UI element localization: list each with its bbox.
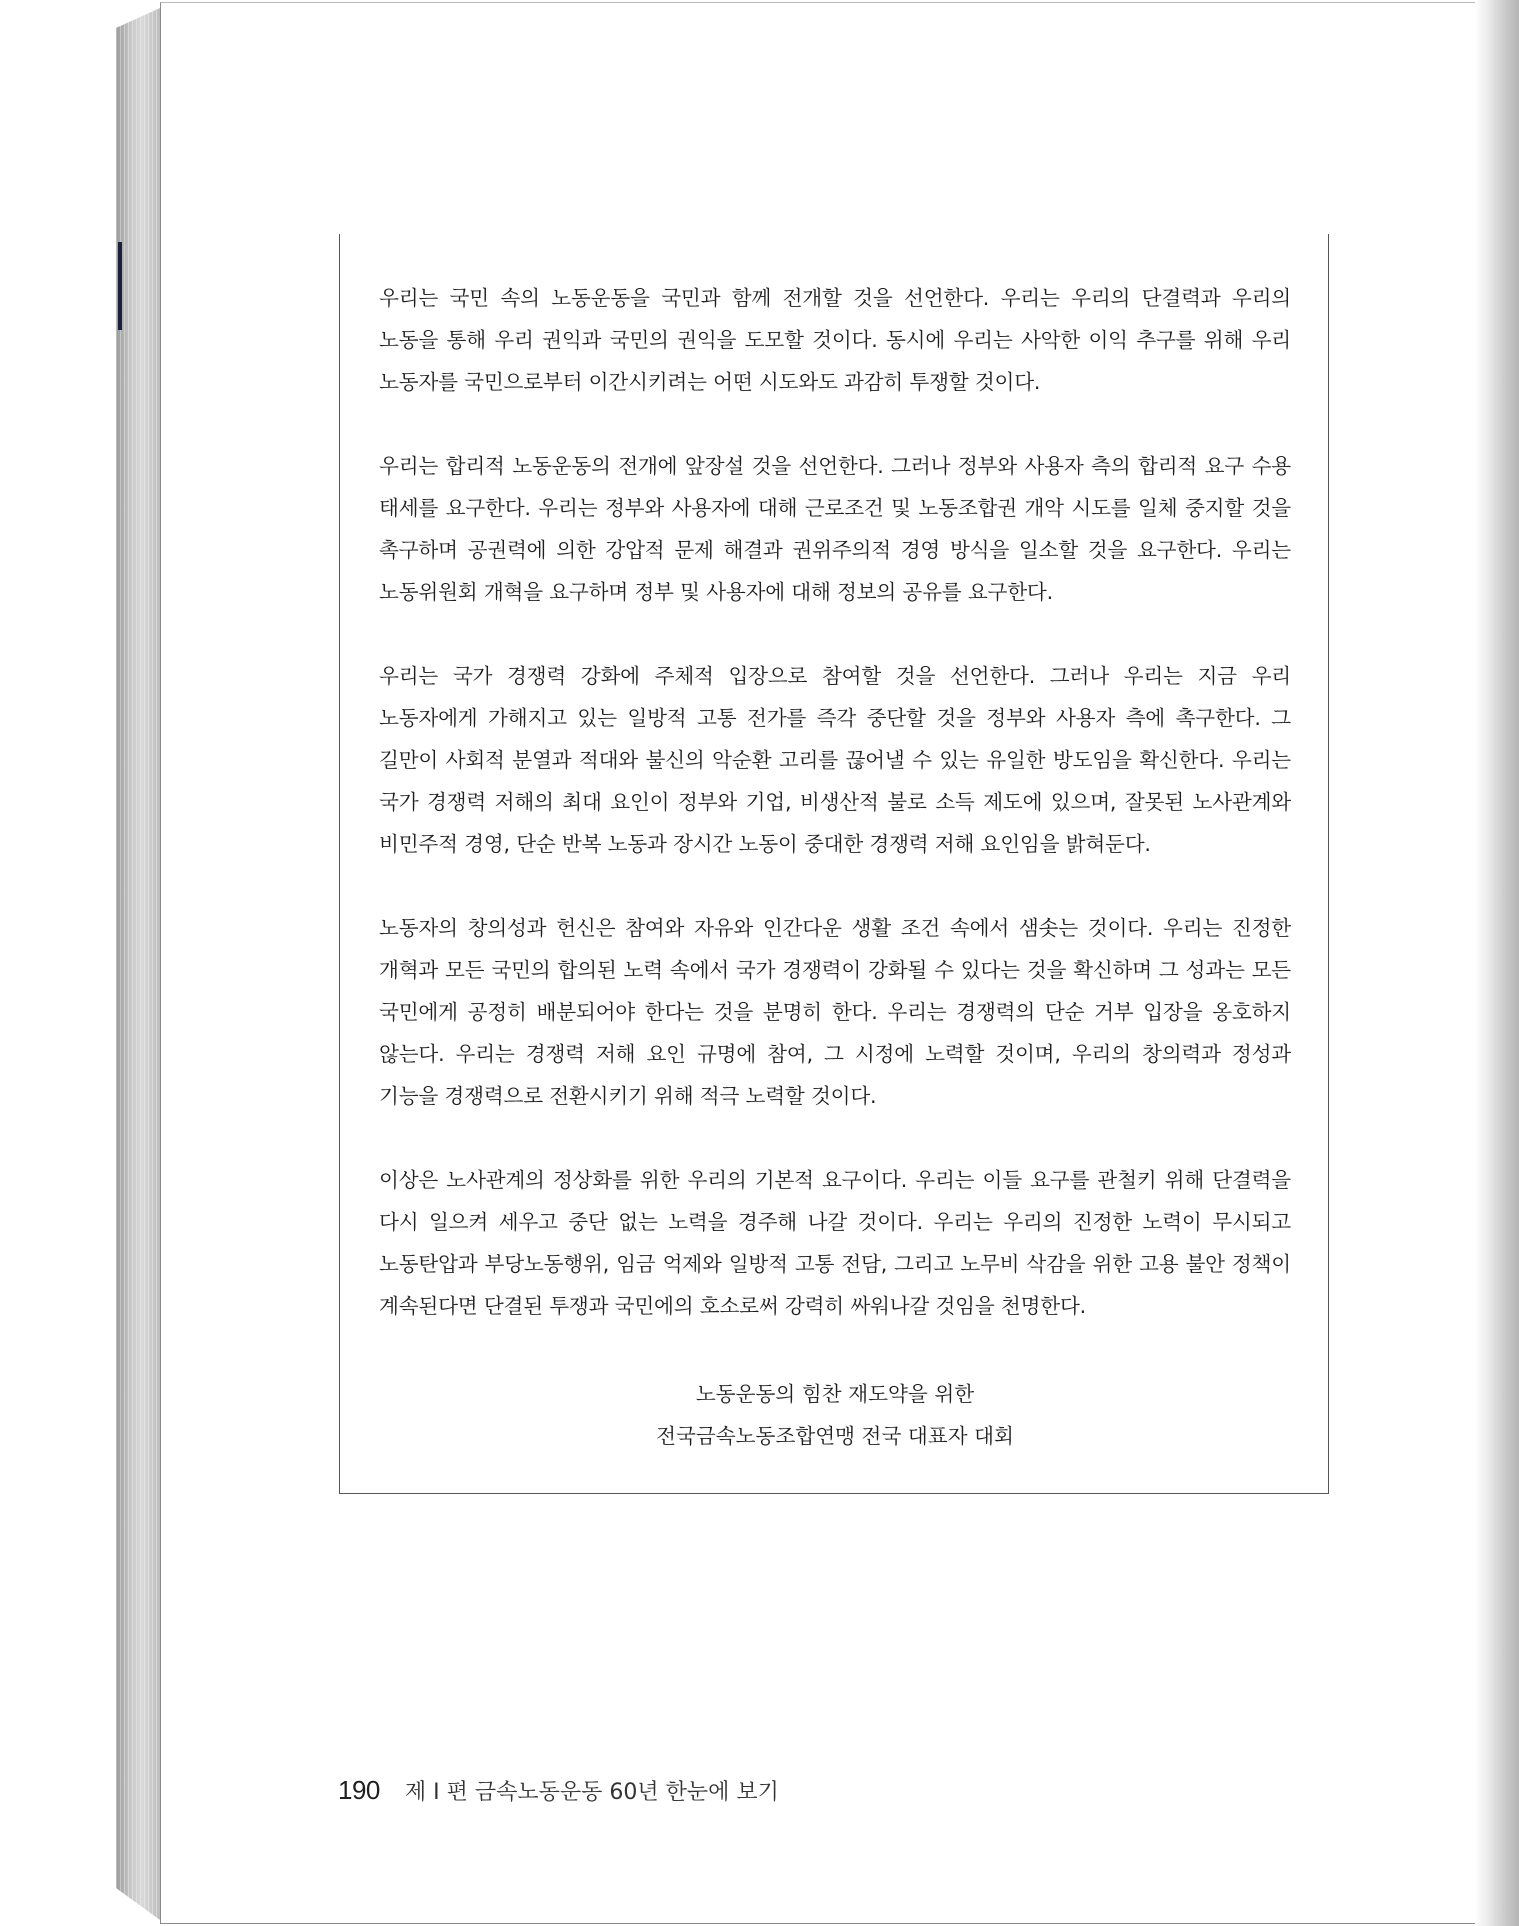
bookmark-ribbon xyxy=(118,242,122,330)
page-curl-shadow xyxy=(1475,0,1519,1926)
signature-line-1: 노동운동의 힘찬 재도약을 위한 xyxy=(695,1382,975,1406)
statement-paragraph-3: 우리는 국가 경쟁력 강화에 주체적 입장으로 참여할 것을 선언한다. 그러나 우리는 지금 우리 노동자에게 가해지고 있는 일방적 고통 전가를 즉각 중단할 것을 정부와 사용자 측에 촉구한다. 그 길만이 사회적 분열과 적대와 불신의 악순환 고리를 끊어낼 수 있는 유일한 방도임을 확신한다. 우리는 국가 경쟁력 저해의 최대 요인이 정부와 기업, 비생산적 불로 소득 제도에 있으며, 잘못된 노사관계와 비민주적 경영, 단순 반복 노동과 장시간 노동이 중대한 경쟁력 저해 요인임을 밝혀둔다. xyxy=(379,664,1291,856)
statement-paragraph-1: 우리는 국민 속의 노동운동을 국민과 함께 전개할 것을 선언한다. 우리는 우리의 단결력과 우리의 노동을 통해 우리 권익과 국민의 권익을 도모할 것이다. 동시에 우리는 사악한 이익 추구를 위해 우리 노동자를 국민으로부터 이간시키려는 어떤 시도와도 과감히 투쟁할 것이다. xyxy=(379,286,1291,394)
book-page-edges xyxy=(116,8,160,1920)
running-title: 제 I 편 금속노동운동 60년 한눈에 보기 xyxy=(404,1780,779,1805)
signature-line-2: 전국금속노동조합연맹 전국 대표자 대회 xyxy=(656,1424,1014,1448)
page-number: 190 xyxy=(338,1775,380,1805)
statement-paragraph-4: 노동자의 창의성과 헌신은 참여와 자유와 인간다운 생활 조건 속에서 샘솟는 것이다. 우리는 진정한 개혁과 모든 국민의 합의된 노력 속에서 국가 경쟁력이 강화될 수 있다는 것을 확신하며 그 성과는 모든 국민에게 공정히 배분되어야 한다는 것을 분명히 한다. 우리는 경쟁력의 단순 거부 입장을 옹호하지 않는다. 우리는 경쟁력 저해 요인 규명에 참여, 그 시정에 노력할 것이며, 우리의 창의력과 정성과 기능을 경쟁력으로 전환시키기 위해 적극 노력할 것이다. xyxy=(379,916,1291,1108)
statement-paragraph-5: 이상은 노사관계의 정상화를 위한 우리의 기본적 요구이다. 우리는 이들 요구를 관철키 위해 단결력을 다시 일으켜 세우고 중단 없는 노력을 경주해 나갈 것이다. 우리는 우리의 진정한 노력이 무시되고 노동탄압과 부당노동행위, 임금 억제와 일방적 고통 전담, 그리고 노무비 삭감을 위한 고용 불안 정책이 계속된다면 단결된 투쟁과 국민에의 호소로써 강력히 싸워나갈 것임을 천명한다. xyxy=(379,1168,1291,1318)
statement-paragraph-2: 우리는 합리적 노동운동의 전개에 앞장설 것을 선언한다. 그러나 정부와 사용자 측의 합리적 요구 수용 태세를 요구한다. 우리는 정부와 사용자에 대해 근로조건 및 노동조합권 개악 시도를 일체 중지할 것을 촉구하며 공권력에 의한 강압적 문제 해결과 권위주의적 경영 방식을 일소할 것을 요구한다. 우리는 노동위원회 개혁을 요구하며 정부 및 사용자에 대해 정보의 공유를 요구한다. xyxy=(379,454,1291,604)
page-footer xyxy=(338,1775,779,1808)
